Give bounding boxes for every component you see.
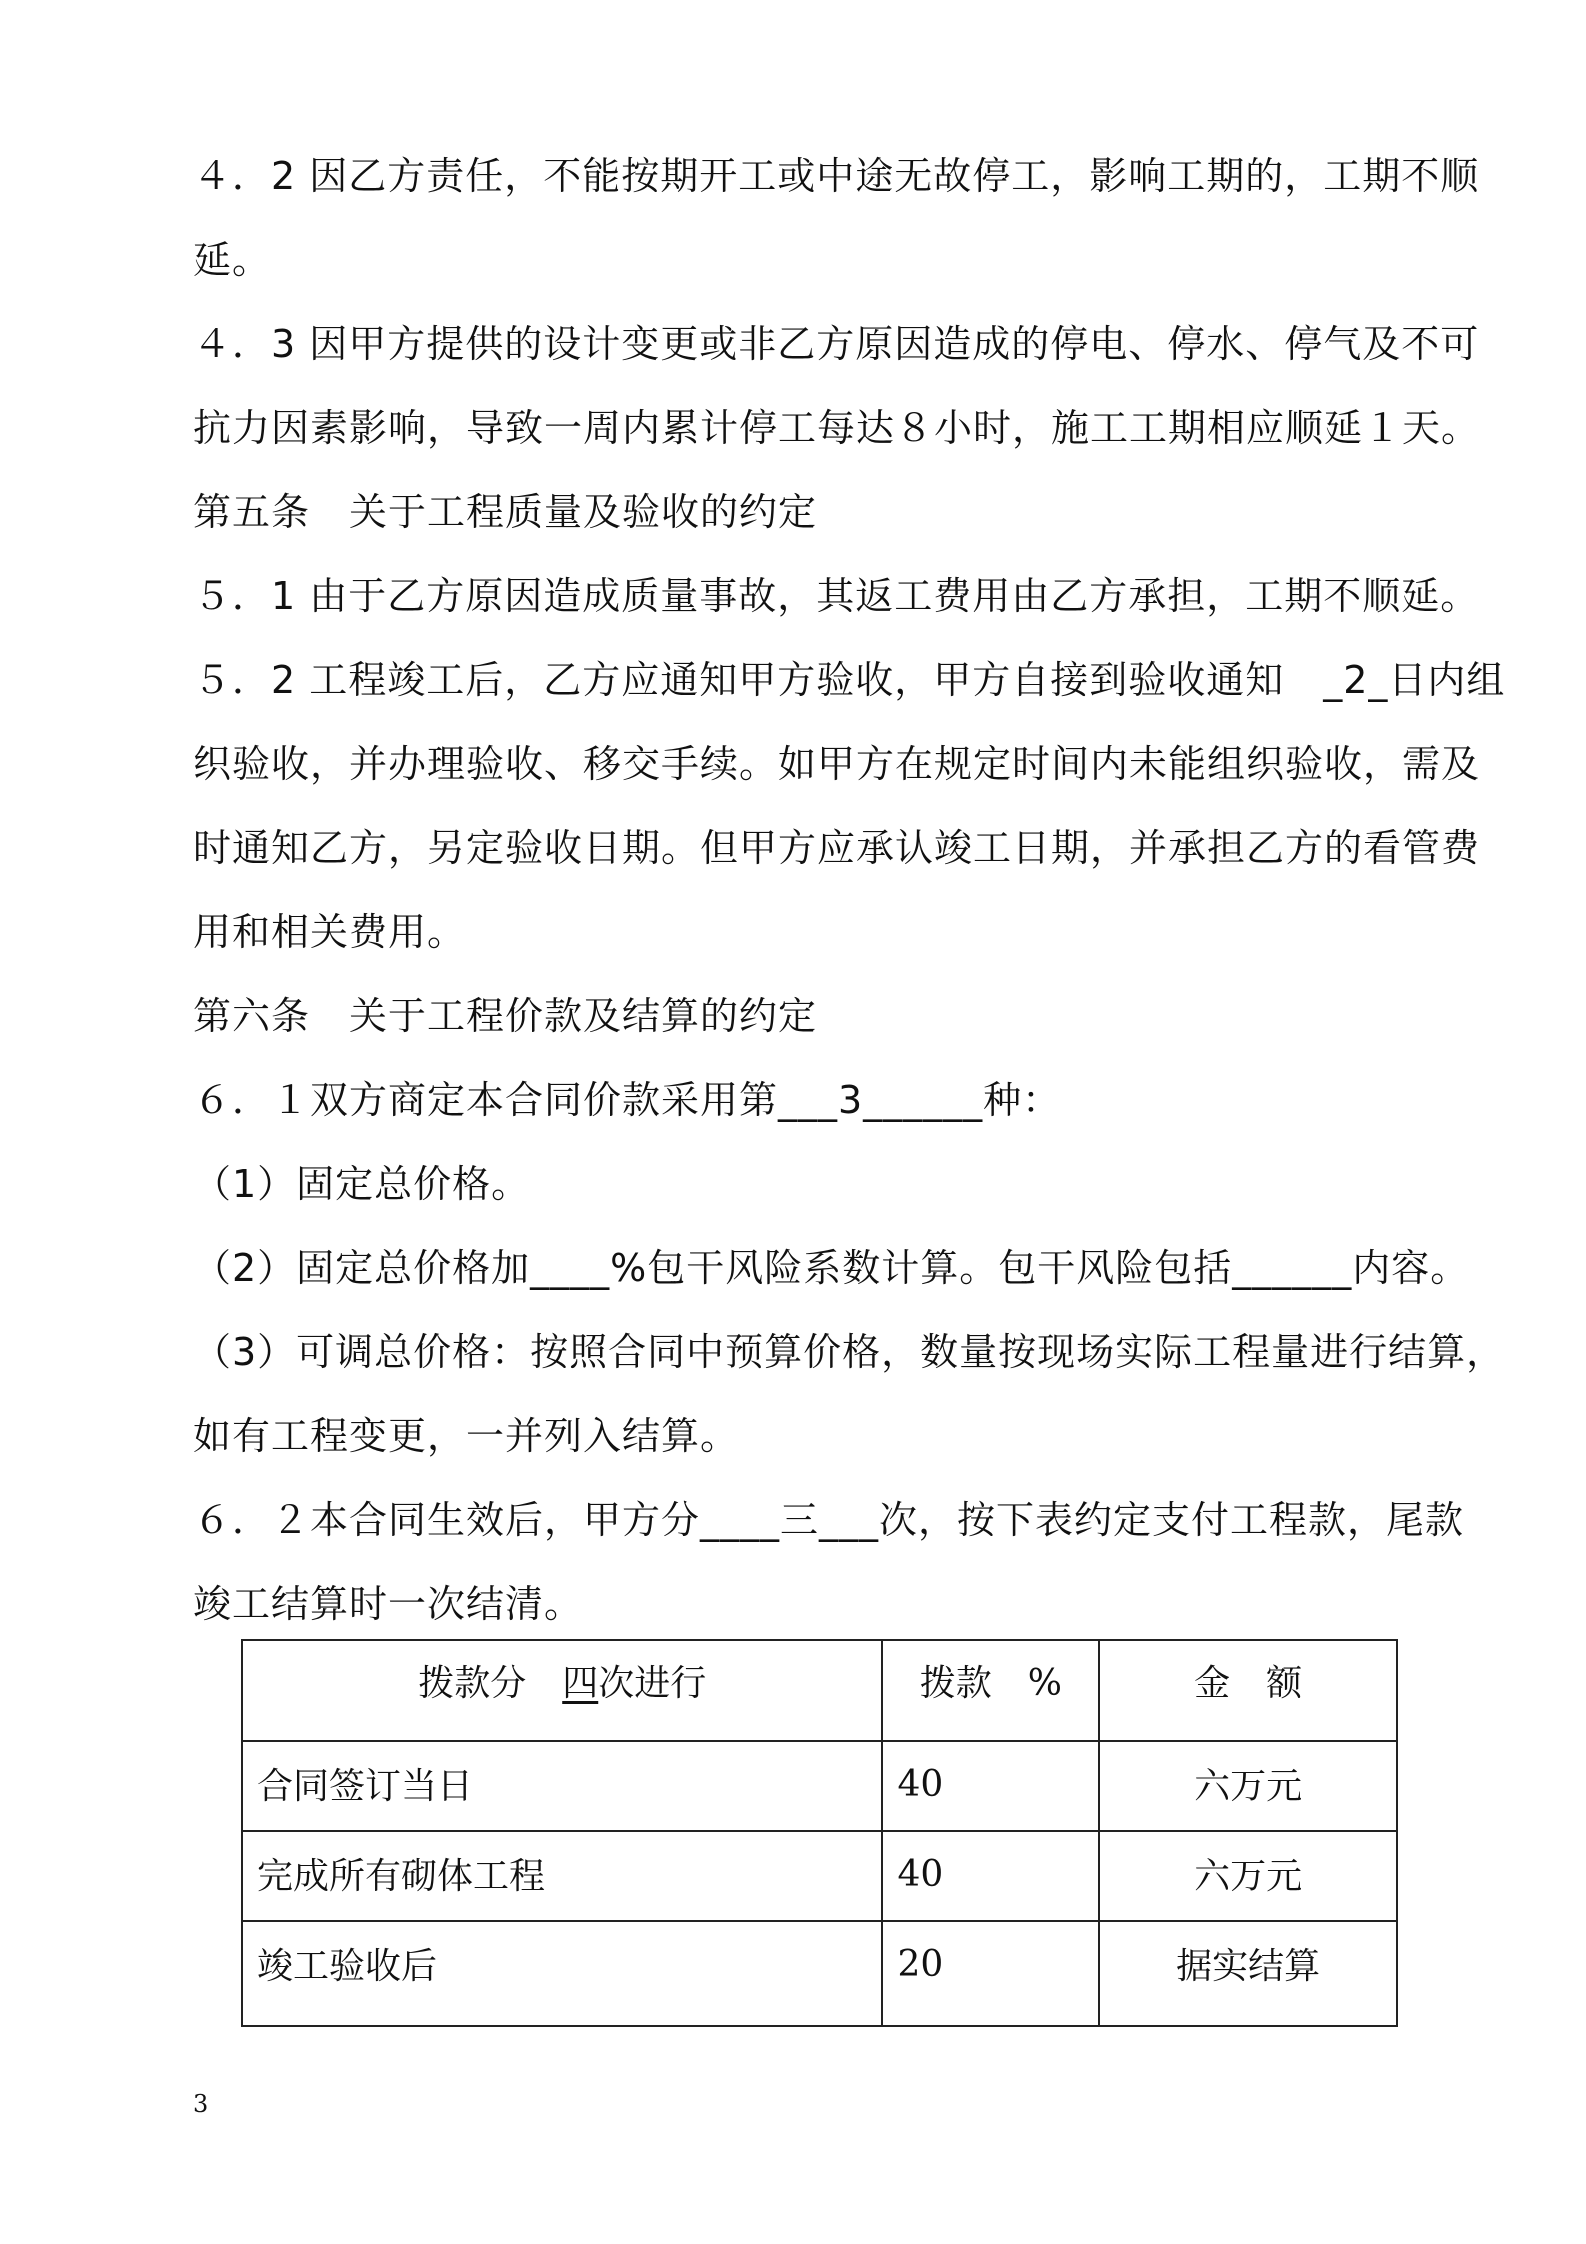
paragraph-line: 延。 xyxy=(193,238,272,282)
paragraph-line: ６．２本合同生效后，甲方分____三___次，按下表约定支付工程款，尾款 xyxy=(193,1498,1465,1542)
paragraph-line: 抗力因素影响，导致一周内累计停工每达８小时，施工工期相应顺延１天。 xyxy=(193,406,1481,450)
percent-cell: 20 xyxy=(882,1921,1099,2026)
paragraph-line: 用和相关费用。 xyxy=(193,910,467,954)
amount-cell: 六万元 xyxy=(1099,1741,1397,1831)
percent-cell: 40 xyxy=(882,1741,1099,1831)
paragraph-line: 织验收，并办理验收、移交手续。如甲方在规定时间内未能组织验收，需及 xyxy=(193,742,1481,786)
payment-table-container xyxy=(241,1639,1398,2027)
section-heading: 第五条 关于工程质量及验收的约定 xyxy=(193,490,818,534)
header-percent: 拨款 % xyxy=(882,1640,1099,1741)
header-amount: 金 额 xyxy=(1099,1640,1397,1741)
paragraph-line: ５．2 工程竣工后，乙方应通知甲方验收，甲方自接到验收通知 _2_日内组 xyxy=(193,658,1506,702)
table-header-row xyxy=(242,1640,1397,1741)
amount-cell: 据实结算 xyxy=(1099,1921,1397,2026)
header-installments xyxy=(242,1640,882,1741)
amount-cell: 六万元 xyxy=(1099,1831,1397,1921)
paragraph-line: ５．1 由于乙方原因造成质量事故，其返工费用由乙方承担，工期不顺延。 xyxy=(193,574,1480,618)
paragraph-line: ４．2 因乙方责任，不能按期开工或中途无故停工，影响工期的，工期不顺 xyxy=(193,154,1480,198)
paragraph-line: 时通知乙方，另定验收日期。但甲方应承认竣工日期，并承担乙方的看管费 xyxy=(193,826,1481,870)
percent-cell: 40 xyxy=(882,1831,1099,1921)
stage-cell: 合同签订当日 xyxy=(242,1741,882,1831)
stage-cell: 竣工验收后 xyxy=(242,1921,882,2026)
table-row xyxy=(242,1831,1397,1921)
paragraph-line: （3）可调总价格：按照合同中预算价格，数量按现场实际工程量进行结算， xyxy=(193,1330,1506,1374)
payment-schedule-table xyxy=(241,1639,1398,2027)
table-row xyxy=(242,1921,1397,2026)
paragraph-line: 竣工结算时一次结清。 xyxy=(193,1582,584,1626)
paragraph-line: （2）固定总价格加____%包干风险系数计算。包干风险包括______内容。 xyxy=(193,1246,1470,1290)
header-installments-suffix: 次进行 xyxy=(598,1663,707,1704)
header-installments-count: 四 xyxy=(562,1663,599,1704)
table-row xyxy=(242,1741,1397,1831)
paragraph-line: ４．3 因甲方提供的设计变更或非乙方原因造成的停电、停水、停气及不可 xyxy=(193,322,1480,366)
page-number: 3 xyxy=(193,2090,209,2118)
stage-cell: 完成所有砌体工程 xyxy=(242,1831,882,1921)
paragraph-line: 如有工程变更，一并列入结算。 xyxy=(193,1414,740,1458)
section-heading: 第六条 关于工程价款及结算的约定 xyxy=(193,994,818,1038)
paragraph-line: （1）固定总价格。 xyxy=(193,1162,531,1206)
header-installments-prefix: 拨款分 xyxy=(418,1663,563,1704)
paragraph-line: ６．１双方商定本合同价款采用第___3______种： xyxy=(193,1078,1062,1122)
